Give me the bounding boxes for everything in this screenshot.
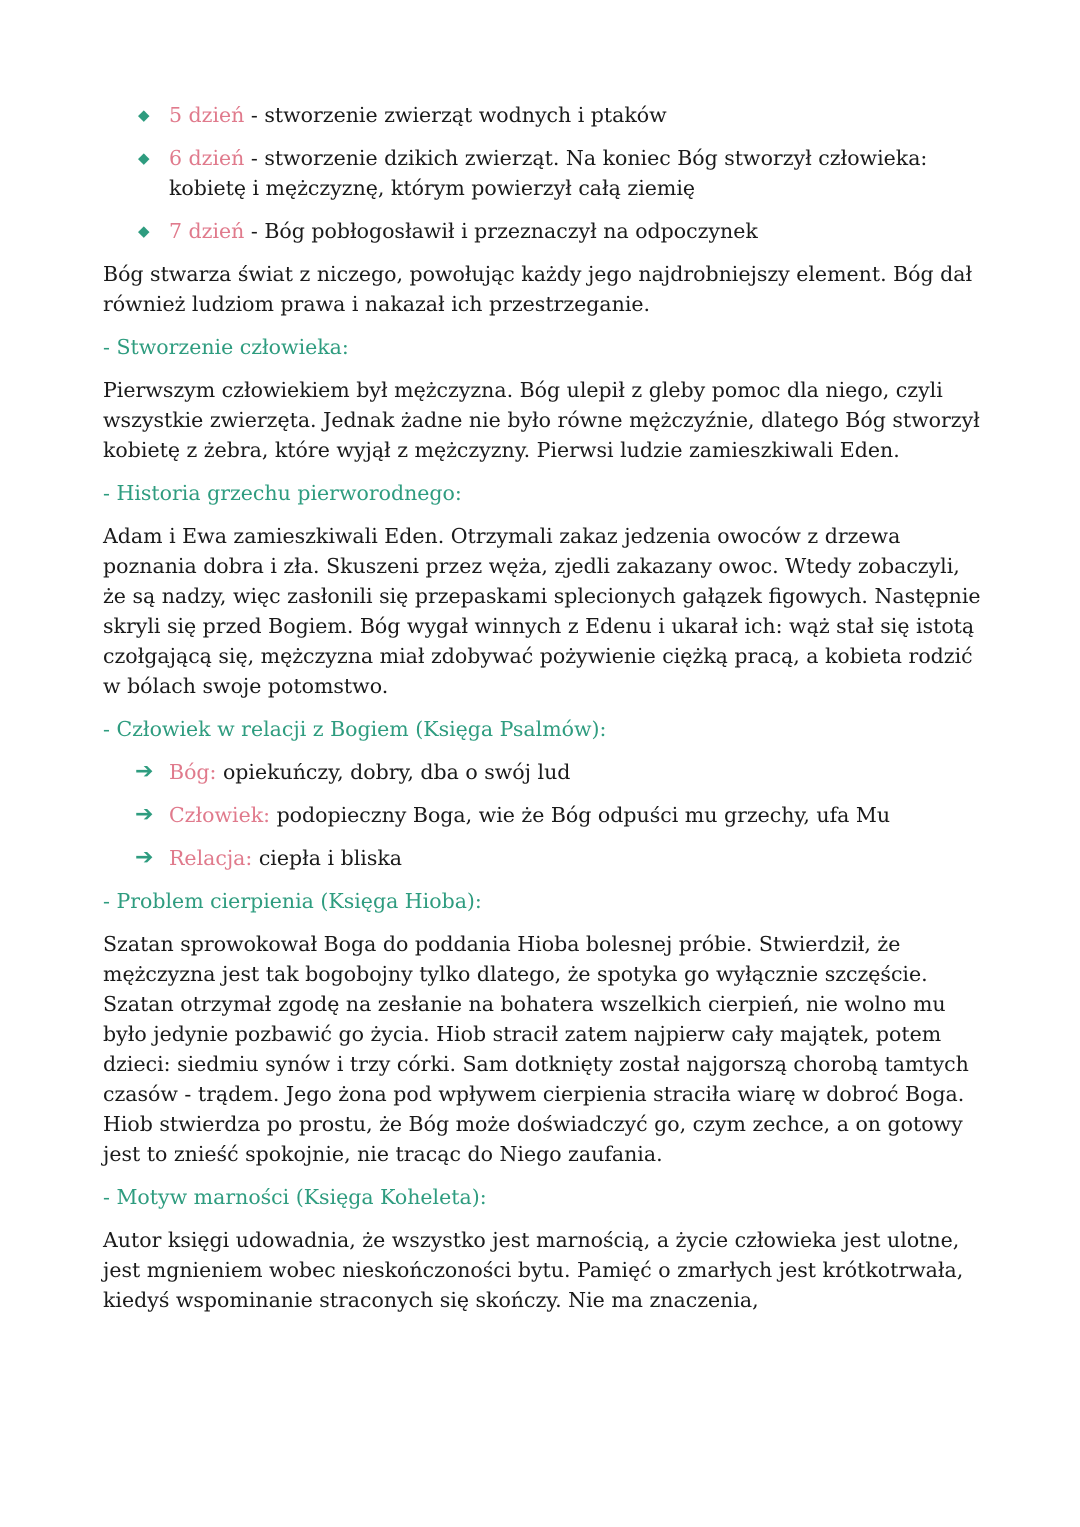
section-heading-original-sin: - Historia grzechu pierworodnego:: [103, 481, 462, 505]
list-item: [103, 800, 983, 830]
day-label: 5 dzień: [169, 103, 245, 127]
right-arrow-icon: ➔: [135, 759, 154, 784]
section-text-job: Szatan sprowokował Boga do poddania Hioba bolesnej próbie. Stwierdził, że mężczyzna jest tak bogobojny tylko dlatego, że spotyka go wyłącznie szczęście. Szatan otrzymał zgodę na zesłanie na bohatera wszelkich cierpień, nie wolno mu było jedynie pozbawić go życia. Hiob stracił zatem najpierw cały majątek, potem dzieci: siedmiu synów i trzy córki. Sam dotknięty został najgorszą chorobą tamtych czasów - trądem. Jego żona pod wpływem cierpienia straciła wiarę w dobroć Boga. Hiob stwierdza po prostu, że Bóg może doświadczyć go, czym zechce, a on gotowy jest to znieść spokojnie, nie tracąc do Niego zaufania.: [103, 932, 969, 1166]
psalms-list: [103, 757, 983, 873]
psalms-item-text: podopieczny Boga, wie że Bóg odpuści mu grzechy, ufa Mu: [270, 803, 891, 827]
section-heading-job: - Problem cierpienia (Księga Hioba):: [103, 889, 482, 913]
day-text: - Bóg pobłogosławił i przeznaczył na odpoczynek: [244, 219, 758, 243]
section-heading-ecclesiastes: - Motyw marności (Księga Koheleta):: [103, 1185, 487, 1209]
diamond-bullet-icon: ◆: [138, 106, 150, 124]
section-text-ecclesiastes: Autor księgi udowadnia, że wszystko jest marnością, a życie człowieka jest ulotne, jest mgnieniem wobec nieskończoności bytu. Pamięć o zmarłych jest krótkotrwała, kiedyś wspominanie straconych się skończy. Nie ma znaczenia,: [103, 1228, 964, 1312]
creation-days-list: [103, 100, 983, 246]
document-page: [103, 100, 983, 1328]
psalms-item-label: Relacja:: [169, 846, 253, 870]
diamond-bullet-icon: ◆: [138, 222, 150, 240]
day-text: - stworzenie zwierząt wodnych i ptaków: [244, 103, 667, 127]
section-heading-creation-of-man: - Stworzenie człowieka:: [103, 335, 349, 359]
section-text-creation-of-man: Pierwszym człowiekiem był mężczyzna. Bóg ulepił z gleby pomoc dla niego, czyli wszystkie zwierzęta. Jednak żadne nie było równe mężczyźnie, dlatego Bóg stworzył kobietę z żebra, które wyjął z mężczyzny. Pierwsi ludzie zamieszkiwali Eden.: [103, 378, 980, 462]
diamond-bullet-icon: ◆: [138, 149, 150, 167]
list-item: [103, 143, 983, 203]
day-text: - stworzenie dzikich zwierząt. Na koniec Bóg stworzył człowieka: kobietę i mężczyznę, którym powierzył całą ziemię: [169, 146, 928, 200]
list-item: [103, 100, 983, 130]
right-arrow-icon: ➔: [135, 802, 154, 827]
section-heading-psalms: - Człowiek w relacji z Bogiem (Księga Psalmów):: [103, 717, 607, 741]
psalms-item-label: Człowiek:: [169, 803, 271, 827]
list-item: [103, 216, 983, 246]
psalms-item-text: ciepła i bliska: [252, 846, 402, 870]
list-item: [103, 757, 983, 787]
day-label: 6 dzień: [169, 146, 245, 170]
section-text-original-sin: Adam i Ewa zamieszkiwali Eden. Otrzymali zakaz jedzenia owoców z drzewa poznania dobra i zła. Skuszeni przez węża, zjedli zakazany owoc. Wtedy zobaczyli, że są nadzy, więc zasłonili się przepaskami splecionych gałązek figowych. Następnie skryli się przed Bogiem. Bóg wygał winnych z Edenu i ukarał ich: wąż stał się istotą czołgającą się, mężczyzna miał zdobywać pożywienie ciężką pracą, a kobieta rodzić w bólach swoje potomstwo.: [103, 524, 981, 698]
psalms-item-text: opiekuńczy, dobry, dba o swój lud: [216, 760, 571, 784]
day-label: 7 dzień: [169, 219, 245, 243]
intro-paragraph: Bóg stwarza świat z niczego, powołując każdy jego najdrobniejszy element. Bóg dał również ludziom prawa i nakazał ich przestrzeganie.: [103, 262, 973, 316]
right-arrow-icon: ➔: [135, 845, 154, 870]
list-item: [103, 843, 983, 873]
psalms-item-label: Bóg:: [169, 760, 217, 784]
